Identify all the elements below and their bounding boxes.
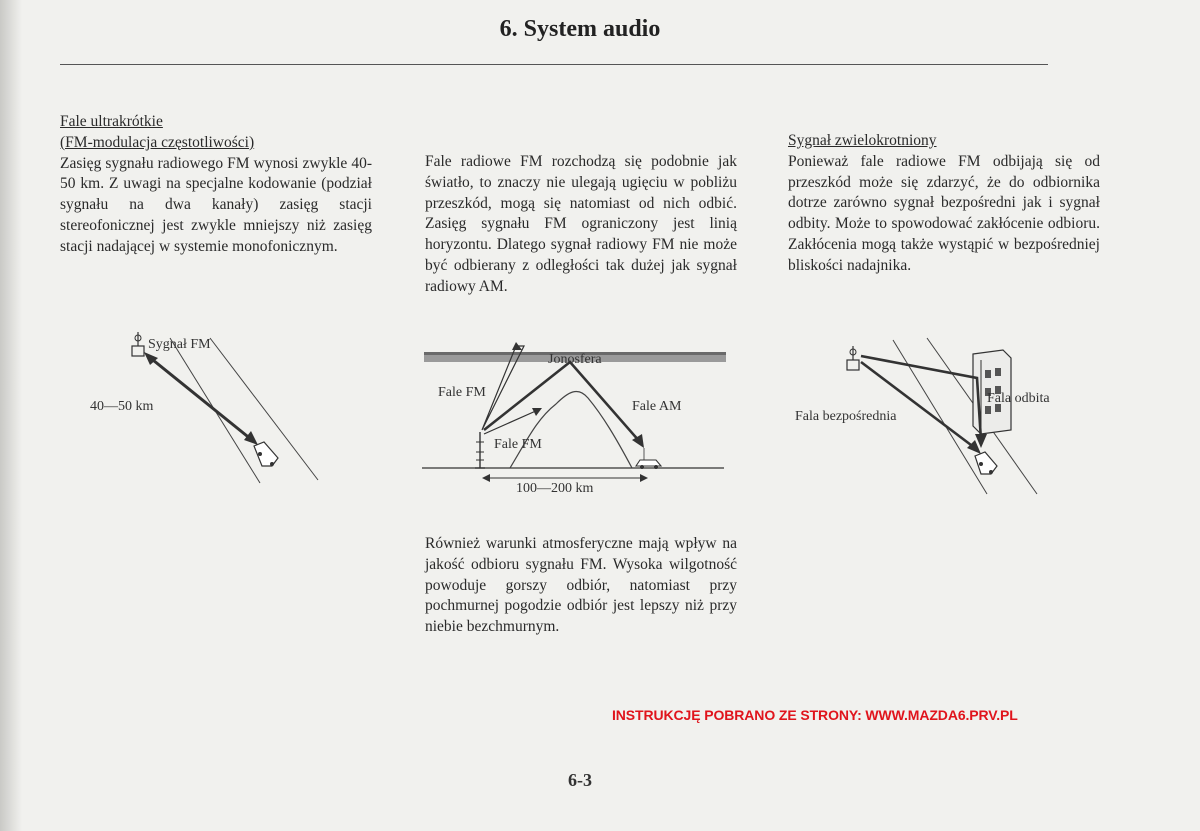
paragraph-weather: Również warunki atmosferyczne mają wpływ na jakość odbioru sygnału FM. Wysoka wilgotność powoduje gorszy odbiór, natomiast przy pochmurnej pogodzie odbiór jest lepszy niż przy niebie bezchmurnym. bbox=[425, 535, 737, 636]
am-wave-arrow bbox=[484, 362, 640, 442]
car-icon bbox=[254, 442, 278, 466]
page-number: 6-3 bbox=[568, 770, 592, 790]
column-fm-propagation bbox=[425, 152, 737, 298]
column-weather bbox=[425, 534, 737, 638]
label-ionosphere: Jonosfera bbox=[548, 352, 602, 367]
binding-shadow bbox=[0, 0, 22, 831]
car-icon bbox=[636, 448, 661, 469]
label-reflected-wave: Fala odbita bbox=[987, 391, 1050, 406]
label-range-fm: 40—50 km bbox=[90, 399, 154, 414]
download-source-note: INSTRUKCJĘ POBRANO ZE STRONY: WWW.MAZDA6.PRV.PL bbox=[612, 707, 1018, 723]
figure-fm-range bbox=[60, 318, 360, 493]
label-range-am: 100—200 km bbox=[516, 481, 594, 496]
propagation-diagram bbox=[418, 338, 738, 498]
label-fm-waves: Fale FM bbox=[438, 385, 486, 400]
page-title: 6. System audio bbox=[499, 16, 661, 42]
paragraph-fm-propagation: Fale radiowe FM rozchodzą się podobnie jak światło, to znaczy nie ulegają ugięciu w pobliżu przeszkód, mogą się natomiast od nich odbić. Zasięg sygnału FM ograniczony jest linią horyzontu. Dlatego sygnał radiowy FM nie może być odbierany z odległości tak dużej jak sygnał radiowy AM. bbox=[425, 153, 737, 295]
section-heading-multipath: Sygnał zwielokrotniony bbox=[788, 132, 937, 149]
figure-fm-am-propagation bbox=[418, 338, 738, 498]
paragraph-multipath: Ponieważ fale radiowe FM odbijają się od przeszkód może się zdarzyć, że do odbiornika dotrze zarówno sygnał bezpośredni jak i sygnał odbity. Może to spowodować zakłócenie odbioru. Zakłócenia mogą także wystąpić w bezpośredniej bliskości nadajnika. bbox=[788, 152, 1100, 274]
figure-multipath bbox=[785, 330, 1085, 500]
section-heading-fm: Fale ultrakrótkie bbox=[60, 113, 163, 130]
radio-tower-icon bbox=[475, 432, 485, 468]
transmitter-tower-icon bbox=[132, 332, 144, 356]
section-subheading-fm: (FM-modulacja częstotliwości) bbox=[60, 133, 255, 151]
label-am-waves: Fale AM bbox=[632, 399, 682, 414]
transmitter-tower-icon bbox=[847, 346, 859, 370]
header-divider bbox=[60, 64, 1048, 65]
car-icon bbox=[975, 452, 997, 474]
paragraph-fm-range: Zasięg sygnału radiowego FM wynosi zwykle 40-50 km. Z uwagi na specjalne kodowanie (podział sygnału na dwa kanały) zasięg stacji stereofonicznej jest zwykle mniejszy niż zasięg stacji nadającej w systemie monofonicznym. bbox=[60, 154, 372, 255]
column-multipath bbox=[788, 131, 1100, 277]
label-fm-waves-low: Fale FM bbox=[494, 437, 542, 452]
mountain-outline bbox=[510, 391, 632, 468]
label-direct-wave: Fala bezpośrednia bbox=[795, 409, 897, 424]
range-arrow bbox=[148, 356, 252, 440]
fm-range-diagram bbox=[60, 318, 360, 493]
multipath-diagram bbox=[785, 330, 1085, 500]
label-fm-signal: Sygnał FM bbox=[148, 337, 211, 352]
column-fm-ultrashort bbox=[60, 112, 372, 258]
reflected-wave-arrow bbox=[861, 356, 981, 440]
